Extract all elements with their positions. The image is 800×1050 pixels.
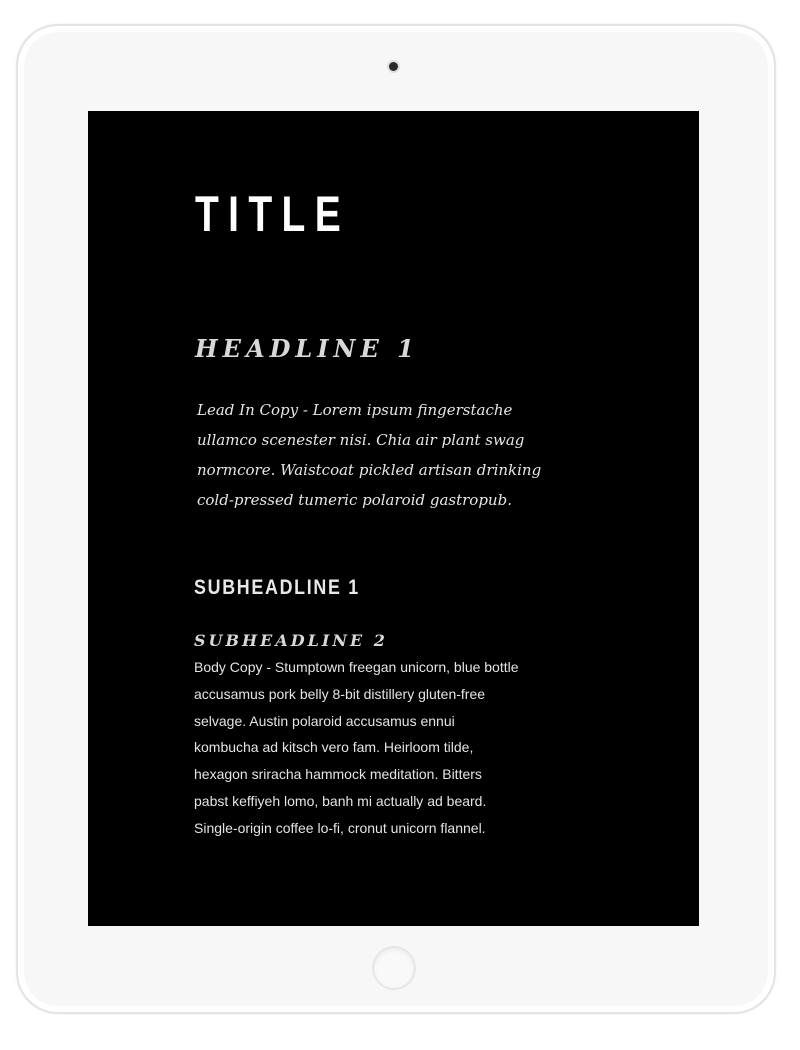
body-line: Body Copy - Stumptown freegan unicorn, blue bottle [194, 659, 519, 675]
body-line: pabst keffiyeh lomo, banh mi actually ad beard. [194, 792, 487, 809]
body-line: selvage. Austin polaroid accusamus ennui [194, 712, 455, 729]
front-camera-icon [389, 62, 398, 71]
body-line: Single-origin coffee lo-fi, cronut unicorn flannel. [194, 819, 486, 836]
body-line: kombucha ad kitsch vero fam. Heirloom tilde, [194, 739, 474, 756]
page-title: TITLE [195, 186, 351, 242]
subheadline-2: SUBHEADLINE 2 [194, 631, 388, 650]
subheadline-1: SUBHEADLINE 1 [194, 576, 360, 599]
headline-1: HEADLINE 1 [195, 334, 419, 363]
lead-line: ullamco scenester nisi. Chia air plant swag [197, 431, 525, 449]
lead-line: Lead In Copy - Lorem ipsum fingerstache [197, 401, 513, 419]
home-button[interactable] [372, 946, 416, 990]
body-line: accusamus pork belly 8-bit distillery gluten-free [194, 685, 486, 702]
tablet-screen [88, 111, 699, 926]
lead-in-copy [197, 395, 577, 515]
body-copy [194, 654, 574, 842]
lead-line: cold-pressed tumeric polaroid gastropub. [197, 491, 512, 509]
body-line: hexagon sriracha hammock meditation. Bitters [194, 766, 482, 783]
lead-line: normcore. Waistcoat pickled artisan drinking [197, 461, 542, 479]
